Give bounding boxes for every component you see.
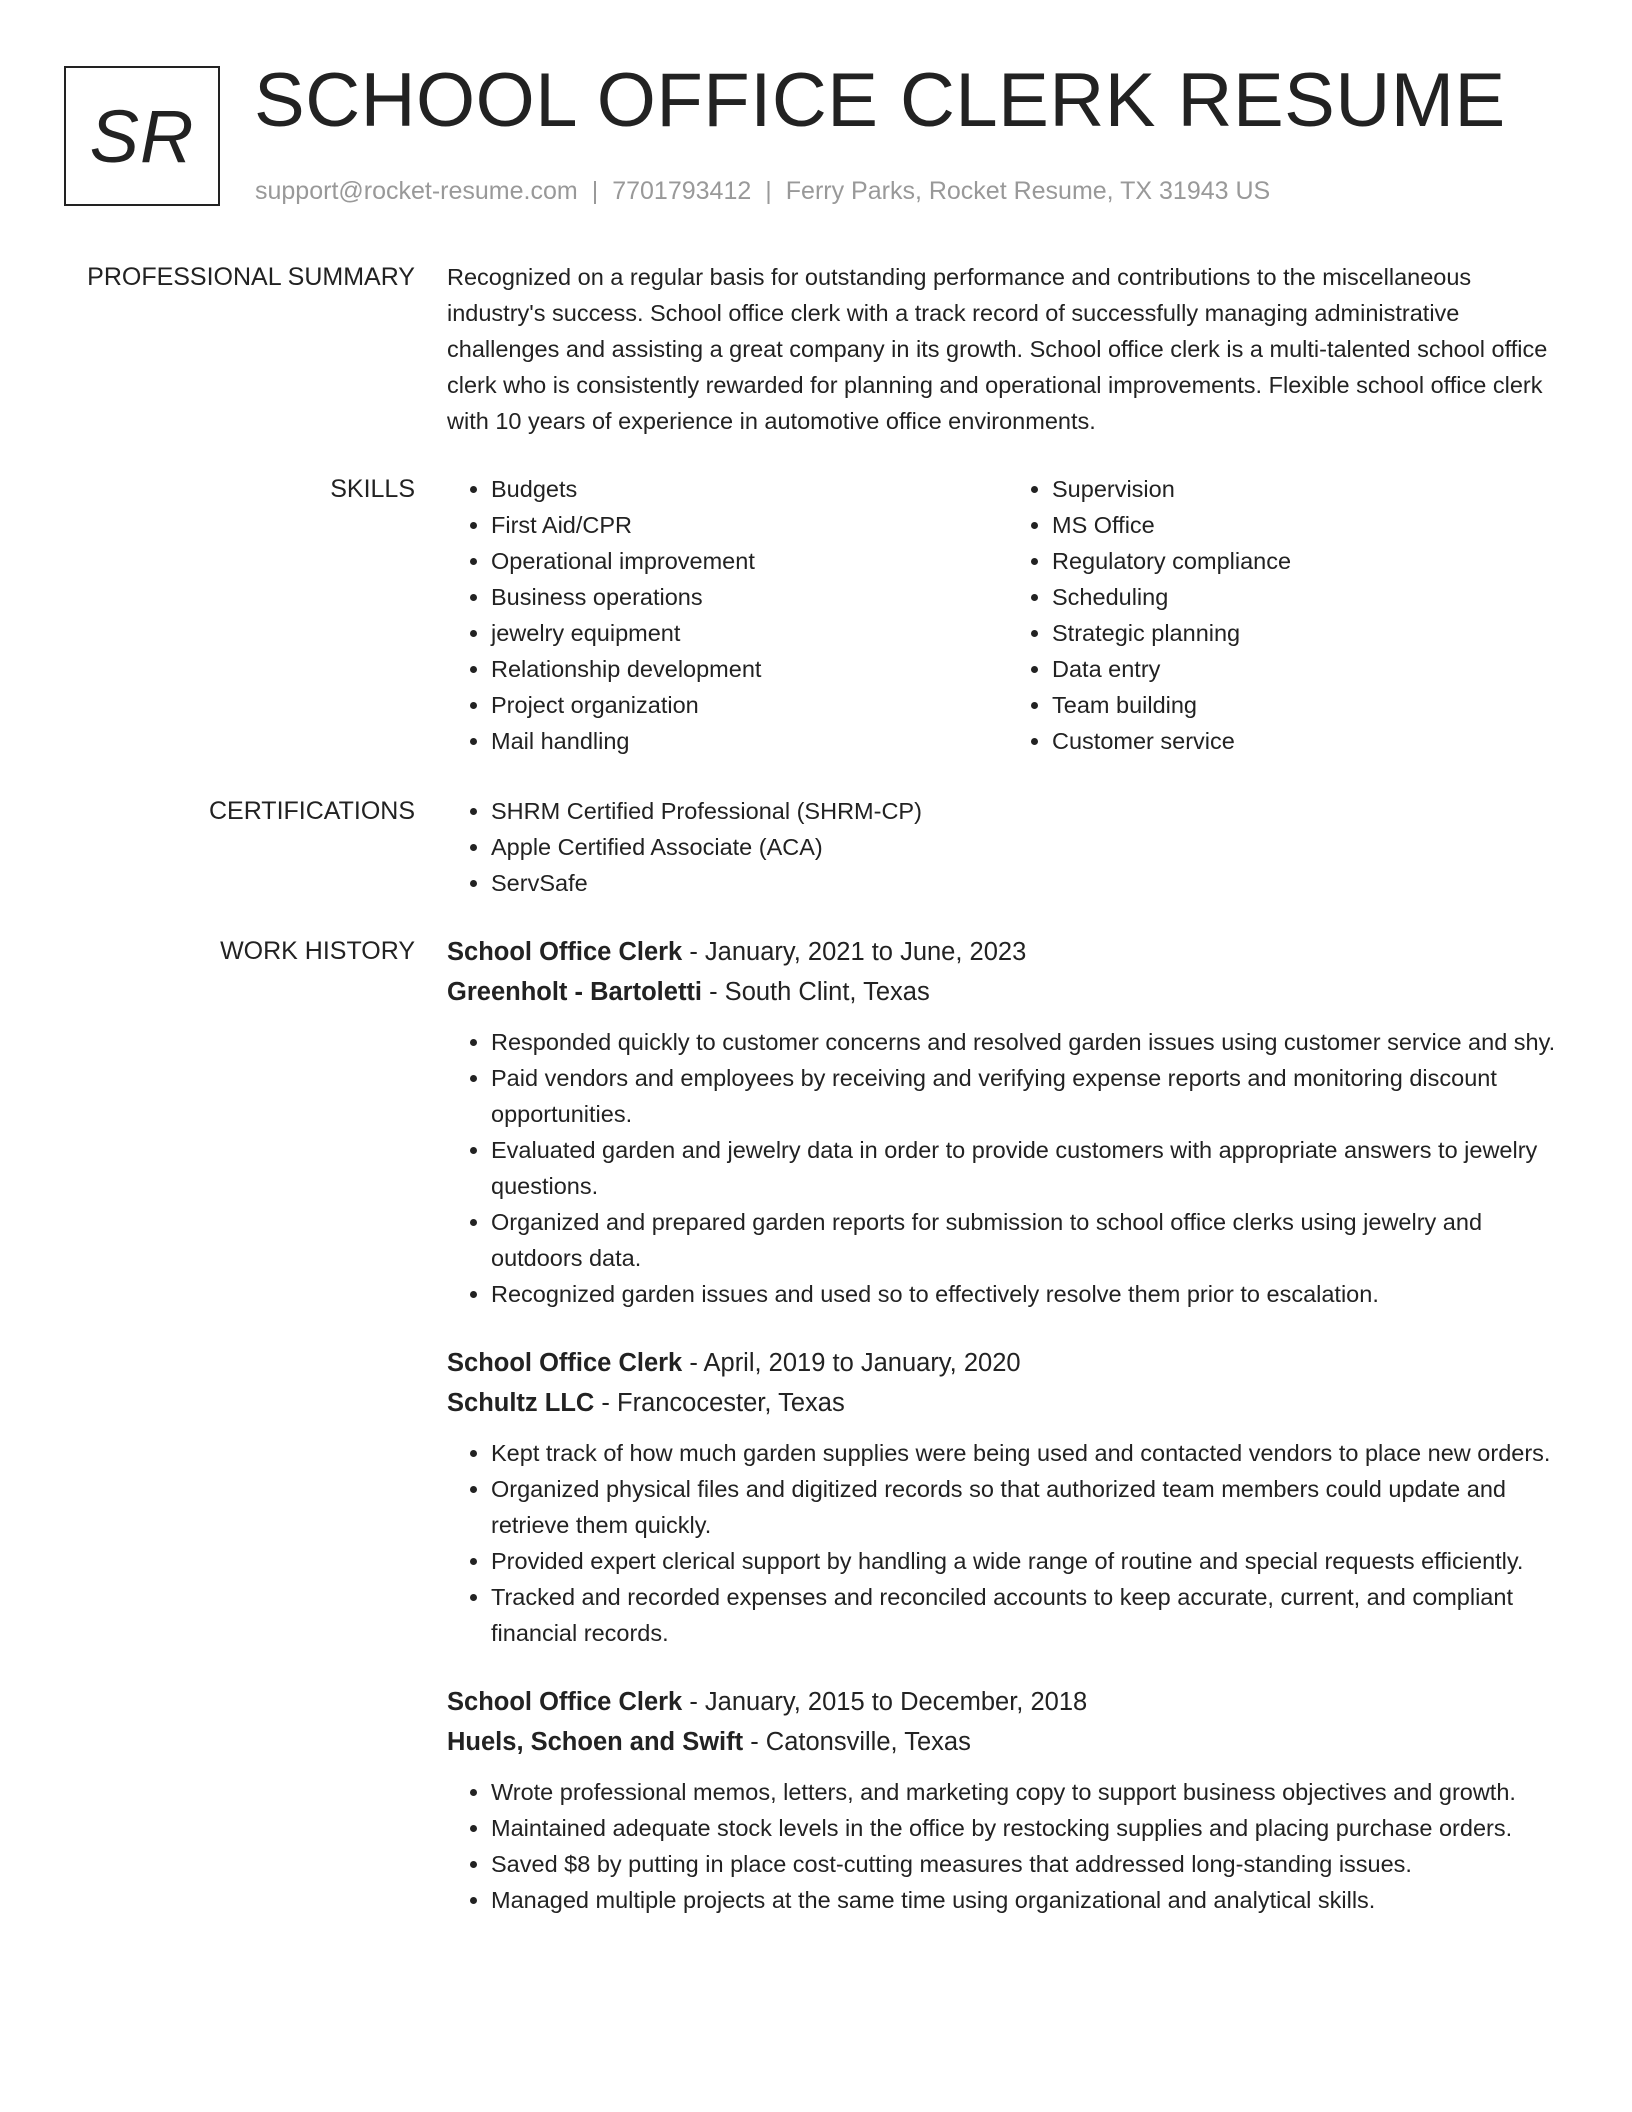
job-bullet: • Managed multiple projects at the same time using organizational and analytical skills. (491, 1882, 1569, 1918)
job-bullet: • Paid vendors and employees by receiving and verifying expense reports and monitoring discount opportunities. (491, 1060, 1569, 1132)
job-bullet: • Organized and prepared garden reports for submission to school office clerks using jewelry and outdoors data. (491, 1204, 1569, 1276)
job-bullets (447, 1435, 1569, 1651)
job-company: Schultz LLC (447, 1389, 595, 1417)
job-bullet: • Recognized garden issues and used so to effectively resolve them prior to escalation. (491, 1276, 1569, 1312)
job-bullets (447, 1024, 1569, 1312)
job-title-line (447, 1682, 1569, 1722)
job-title-line (447, 932, 1569, 972)
job-company-line (447, 1722, 1569, 1762)
skill-item: • Mail handling (491, 723, 1008, 759)
summary-heading: PROFESSIONAL SUMMARY (87, 263, 415, 291)
skill-item: • Team building (1052, 687, 1569, 723)
job-title: School Office Clerk (447, 1349, 683, 1377)
certification-item: • ServSafe (491, 865, 1569, 901)
skill-item: • Data entry (1052, 651, 1569, 687)
job-bullet: • Evaluated garden and jewelry data in order to provide customers with appropriate answers to jewelry questions. (491, 1132, 1569, 1204)
skill-item: • Scheduling (1052, 579, 1569, 615)
skill-item: • MS Office (1052, 507, 1569, 543)
job-title-line (447, 1343, 1569, 1383)
job-bullet: • Responded quickly to customer concerns and resolved garden issues using customer service and shy. (491, 1024, 1569, 1060)
certifications-heading: CERTIFICATIONS (208, 797, 415, 825)
contact-address: Ferry Parks, Rocket Resume, TX 31943 US (785, 177, 1271, 205)
contact-line (255, 176, 1270, 206)
work-history-heading: WORK HISTORY (220, 937, 415, 965)
job-entry (447, 1343, 1569, 1651)
resume-title: SCHOOL OFFICE CLERK RESUME (254, 58, 1506, 143)
certification-item: • Apple Certified Associate (ACA) (491, 829, 1569, 865)
contact-email: support@rocket-resume.com (255, 177, 578, 205)
job-bullet: • Wrote professional memos, letters, and marketing copy to support business objectives and growth. (491, 1774, 1569, 1810)
job-bullet: • Maintained adequate stock levels in the office by restocking supplies and placing purchase orders. (491, 1810, 1569, 1846)
job-company-line (447, 1383, 1569, 1423)
skill-item: • Operational improvement (491, 543, 1008, 579)
job-entry (447, 932, 1569, 1312)
skill-item: • First Aid/CPR (491, 507, 1008, 543)
skill-item: • Customer service (1052, 723, 1569, 759)
contact-phone: 7701793412 (612, 177, 752, 205)
certification-item: • SHRM Certified Professional (SHRM-CP) (491, 793, 1569, 829)
certifications-list (447, 793, 1569, 901)
skill-item: • Business operations (491, 579, 1008, 615)
contact-separator: | (591, 177, 599, 205)
skill-item: • Strategic planning (1052, 615, 1569, 651)
job-company-line (447, 972, 1569, 1012)
job-bullet: • Kept track of how much garden supplies were being used and contacted vendors to place new orders. (491, 1435, 1569, 1471)
skill-item: • jewelry equipment (491, 615, 1008, 651)
job-bullet: • Provided expert clerical support by handling a wide range of routine and special requests efficiently. (491, 1543, 1569, 1579)
job-bullet: • Tracked and recorded expenses and reconciled accounts to keep accurate, current, and compliant financial records. (491, 1579, 1569, 1651)
job-title: School Office Clerk (447, 938, 683, 966)
skills-list-left (447, 471, 1008, 759)
skills-list-right (1008, 471, 1569, 759)
monogram-logo: SR (64, 66, 220, 206)
job-location: - Francocester, Texas (601, 1389, 845, 1417)
skill-item: • Relationship development (491, 651, 1008, 687)
contact-separator: | (765, 177, 772, 205)
skill-item: • Project organization (491, 687, 1008, 723)
skill-item: • Budgets (491, 471, 1008, 507)
job-company: Greenholt - Bartoletti (447, 978, 703, 1006)
skill-item: • Regulatory compliance (1052, 543, 1569, 579)
skill-item: • Supervision (1052, 471, 1569, 507)
job-dates: - April, 2019 to January, 2020 (689, 1349, 1021, 1377)
job-dates: - January, 2015 to December, 2018 (689, 1688, 1088, 1716)
job-dates: - January, 2021 to June, 2023 (689, 938, 1027, 966)
job-location: - South Clint, Texas (709, 978, 930, 1006)
job-title: School Office Clerk (447, 1688, 683, 1716)
job-bullet: • Organized physical files and digitized records so that authorized team members could update and retrieve them quickly. (491, 1471, 1569, 1543)
skills-heading: SKILLS (330, 475, 415, 503)
job-bullets (447, 1774, 1569, 1918)
job-location: - Catonsville, Texas (750, 1728, 971, 1756)
summary-text: Recognized on a regular basis for outstanding performance and contributions to the miscellaneous industry's success. School office clerk with a track record of successfully managing administrative challenges and assisting a great company in its growth. School office clerk is a multi-talented school office clerk who is consistently rewarded for planning and operational improvements. Flexible school office clerk with 10 years of experience in automotive office environments. (447, 264, 1548, 434)
job-entry (447, 1682, 1569, 1918)
job-company: Huels, Schoen and Swift (447, 1728, 744, 1756)
job-bullet: • Saved $8 by putting in place cost-cutting measures that addressed long-standing issues. (491, 1846, 1569, 1882)
